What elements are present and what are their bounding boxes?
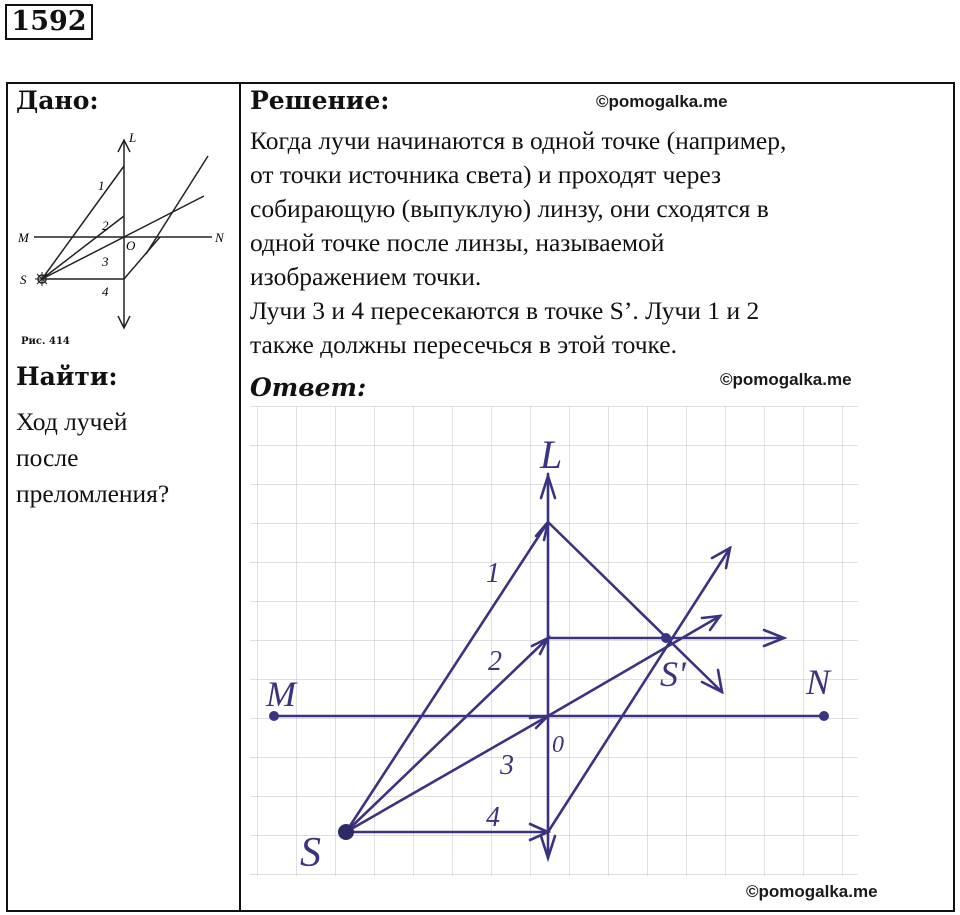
answer-label-S-prime: S' <box>660 654 686 694</box>
find-line: преломления? <box>16 479 170 508</box>
watermark: ©pomogalka.me <box>596 92 728 111</box>
solution-table <box>6 82 955 912</box>
find-line: Ход лучей <box>16 407 128 436</box>
solution-line: Когда лучи начинаются в одной точке (например, <box>250 126 787 155</box>
given-heading: Дано: <box>16 86 99 115</box>
solution-line: собирающую (выпуклую) линзу, они сходятся в <box>250 194 769 223</box>
answer-label-ray-4: 4 <box>486 802 500 833</box>
answer-diagram <box>250 406 858 876</box>
answer-label-ray-2: 2 <box>488 646 502 677</box>
answer-label-ray-3: 3 <box>500 750 514 781</box>
label-M: M <box>18 230 29 245</box>
label-L: L <box>129 130 137 145</box>
watermark: ©pomogalka.me <box>720 370 852 389</box>
label-ray-3: 3 <box>102 254 109 269</box>
find-text <box>16 404 169 512</box>
solution-text <box>250 124 786 362</box>
figure-caption: Рис. 414 <box>21 336 70 347</box>
find-line: после <box>16 443 79 472</box>
solution-line: одной точке после линзы, называемой <box>250 228 665 257</box>
column-divider <box>239 84 241 910</box>
answer-heading: Ответ: <box>250 373 367 402</box>
label-S: S <box>20 272 27 287</box>
answer-label-S: S <box>300 830 321 876</box>
find-heading: Найти: <box>16 362 118 391</box>
solution-line: изображением точки. <box>250 262 482 291</box>
label-ray-1: 1 <box>98 178 105 193</box>
answer-label-N: N <box>806 662 831 702</box>
label-N: N <box>215 230 224 245</box>
label-ray-4: 4 <box>102 284 109 299</box>
problem-number: 1592 <box>5 4 93 40</box>
answer-label-ray-1: 1 <box>486 558 500 589</box>
solution-line: также должны пересечься в этой точке. <box>250 330 677 359</box>
solution-line: от точки источника света) и проходят через <box>250 160 722 189</box>
label-O: O <box>126 238 136 253</box>
point-S <box>338 824 354 840</box>
point-N <box>819 711 829 721</box>
label-ray-2: 2 <box>102 218 109 233</box>
given-figure <box>12 124 237 334</box>
solution-heading: Решение: <box>250 86 390 115</box>
answer-label-M: M <box>266 674 296 714</box>
answer-label-L: L <box>540 432 563 477</box>
point-S-prime <box>661 633 671 643</box>
watermark: ©pomogalka.me <box>746 882 878 901</box>
answer-label-O: 0 <box>552 732 564 758</box>
solution-line: Лучи 3 и 4 пересекаются в точке S’. Лучи 1 и 2 <box>250 296 760 325</box>
